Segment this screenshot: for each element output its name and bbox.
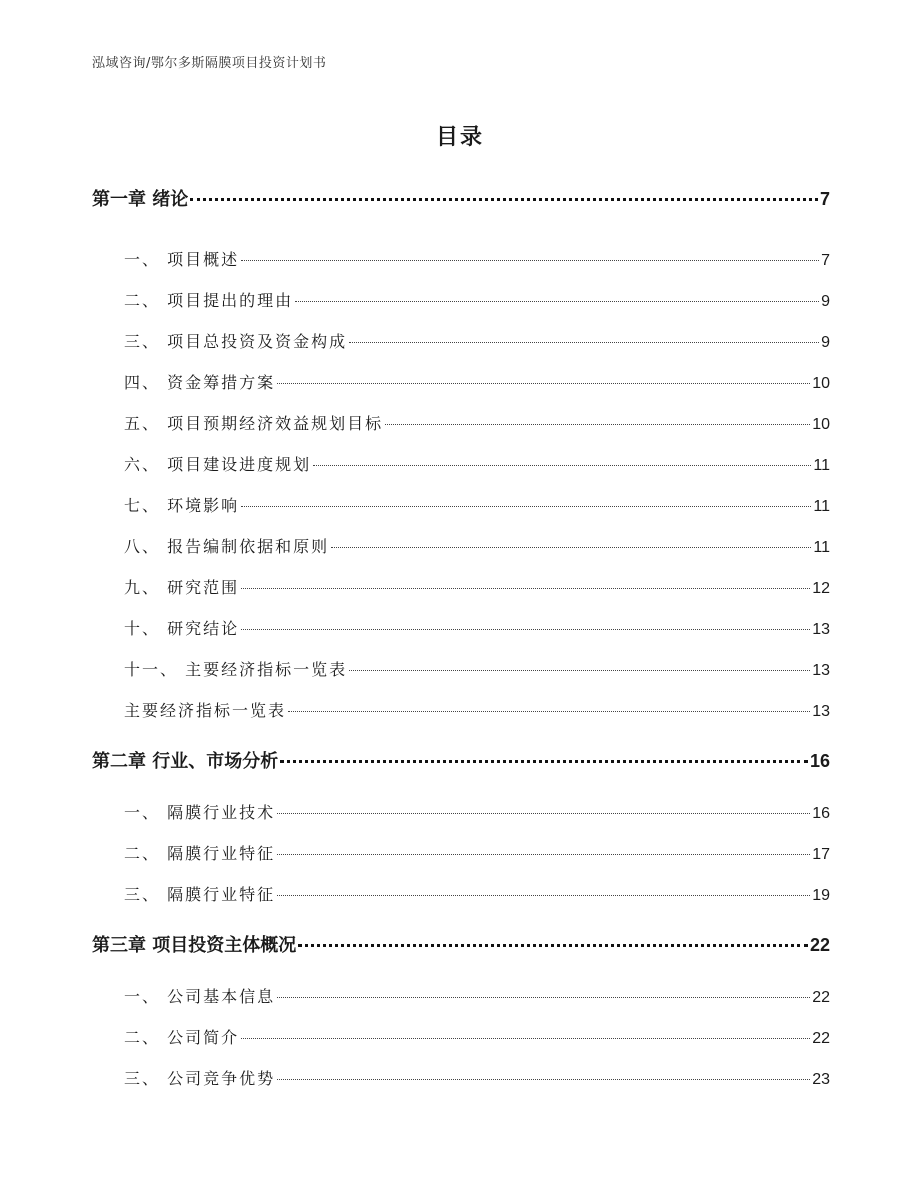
- dot-leader: [385, 424, 810, 425]
- toc-page-number: 10: [812, 375, 830, 392]
- toc-title: 目录: [435, 125, 484, 150]
- toc-entry-label: 九、 研究范围: [124, 578, 240, 597]
- toc-page-number: 11: [813, 539, 830, 556]
- toc-entry[interactable]: [124, 800, 830, 823]
- dot-leader: [277, 895, 810, 896]
- toc-entry[interactable]: [124, 657, 830, 680]
- toc-entry[interactable]: [124, 1025, 830, 1048]
- dot-leader: [241, 1038, 810, 1039]
- toc-entry-label: 一、 公司基本信息: [124, 987, 276, 1006]
- dot-leader: [331, 547, 811, 548]
- toc-page-number: 22: [809, 935, 830, 955]
- toc-entry-label: 十、 研究结论: [124, 619, 240, 638]
- dot-leader: [241, 588, 810, 589]
- toc-entry[interactable]: [124, 575, 830, 598]
- toc-page-number: 12: [812, 580, 830, 597]
- toc-page-number: 7: [821, 252, 830, 269]
- toc-entry-label: 一、 隔膜行业技术: [124, 803, 276, 822]
- toc-entry-label: 六、 项目建设进度规划: [124, 455, 312, 474]
- dot-leader: [241, 629, 810, 630]
- dot-leader: [190, 198, 818, 201]
- toc-page-number: 16: [812, 805, 830, 822]
- dot-leader: [280, 760, 808, 763]
- toc-page-number: 13: [812, 621, 830, 638]
- toc-page-number: 9: [821, 293, 830, 310]
- toc-entry-label: 三、 隔膜行业特征: [124, 885, 276, 904]
- toc-page-number: 11: [813, 457, 830, 474]
- toc-page-number: 17: [812, 846, 830, 863]
- toc-entry[interactable]: [124, 411, 830, 434]
- toc-entry-label: 二、 项目提出的理由: [124, 291, 294, 310]
- dot-leader: [277, 1079, 810, 1080]
- toc-entry[interactable]: [124, 452, 830, 475]
- toc-entry-label: 第二章 行业、市场分析: [92, 751, 279, 772]
- dot-leader: [241, 260, 819, 261]
- toc-entry[interactable]: [124, 698, 830, 721]
- toc-page-number: 19: [812, 887, 830, 904]
- toc-page-number: 22: [812, 989, 830, 1006]
- dot-leader: [349, 342, 819, 343]
- toc-entry[interactable]: [124, 370, 830, 393]
- toc-entry-label: 七、 环境影响: [124, 496, 240, 515]
- toc-entry[interactable]: [92, 931, 830, 957]
- toc-entry[interactable]: [124, 493, 830, 516]
- dot-leader: [277, 854, 810, 855]
- toc-page-number: 11: [813, 498, 830, 515]
- toc-entry-label: 二、 隔膜行业特征: [124, 844, 276, 863]
- dot-leader: [298, 944, 808, 947]
- toc-page-number: 7: [819, 189, 830, 209]
- dot-leader: [313, 465, 811, 466]
- dot-leader: [349, 670, 810, 671]
- toc-entry-label: 五、 项目预期经济效益规划目标: [124, 414, 384, 433]
- toc-entry-label: 主要经济指标一览表: [124, 701, 287, 720]
- toc-entry-label: 第一章 绪论: [92, 189, 189, 210]
- toc-page-number: 10: [812, 416, 830, 433]
- toc-entry[interactable]: [124, 247, 830, 270]
- dot-leader: [277, 383, 810, 384]
- toc-entry[interactable]: [124, 534, 830, 557]
- toc-page-number: 13: [812, 662, 830, 679]
- toc-entry[interactable]: [124, 329, 830, 352]
- toc-entry-label: 四、 资金筹措方案: [124, 373, 276, 392]
- toc-page-number: 22: [812, 1030, 830, 1047]
- dot-leader: [277, 813, 810, 814]
- toc-page-number: 16: [809, 751, 830, 771]
- toc-entry[interactable]: [124, 616, 830, 639]
- toc-entry[interactable]: [92, 185, 830, 211]
- toc-entry[interactable]: [124, 882, 830, 905]
- toc-entry-label: 三、 公司竞争优势: [124, 1069, 276, 1088]
- toc-entry[interactable]: [124, 288, 830, 311]
- toc-entry[interactable]: [124, 1066, 830, 1089]
- toc-page-number: 9: [821, 334, 830, 351]
- toc-entry[interactable]: [92, 747, 830, 773]
- dot-leader: [277, 997, 810, 998]
- dot-leader: [295, 301, 819, 302]
- toc-page-number: 13: [812, 703, 830, 720]
- toc-entry-label: 二、 公司简介: [124, 1028, 240, 1047]
- toc-page-number: 23: [812, 1071, 830, 1088]
- toc-entry-label: 八、 报告编制依据和原则: [124, 537, 330, 556]
- dot-leader: [241, 506, 811, 507]
- toc-entry[interactable]: [124, 984, 830, 1007]
- toc-entry-label: 第三章 项目投资主体概况: [92, 935, 297, 956]
- running-header: 泓域咨询/鄂尔多斯隔膜项目投资计划书: [92, 56, 327, 71]
- toc-entry-label: 十一、 主要经济指标一览表: [124, 660, 348, 679]
- toc-entry-label: 一、 项目概述: [124, 250, 240, 269]
- toc-entry-label: 三、 项目总投资及资金构成: [124, 332, 348, 351]
- dot-leader: [288, 711, 810, 712]
- toc-entry[interactable]: [124, 841, 830, 864]
